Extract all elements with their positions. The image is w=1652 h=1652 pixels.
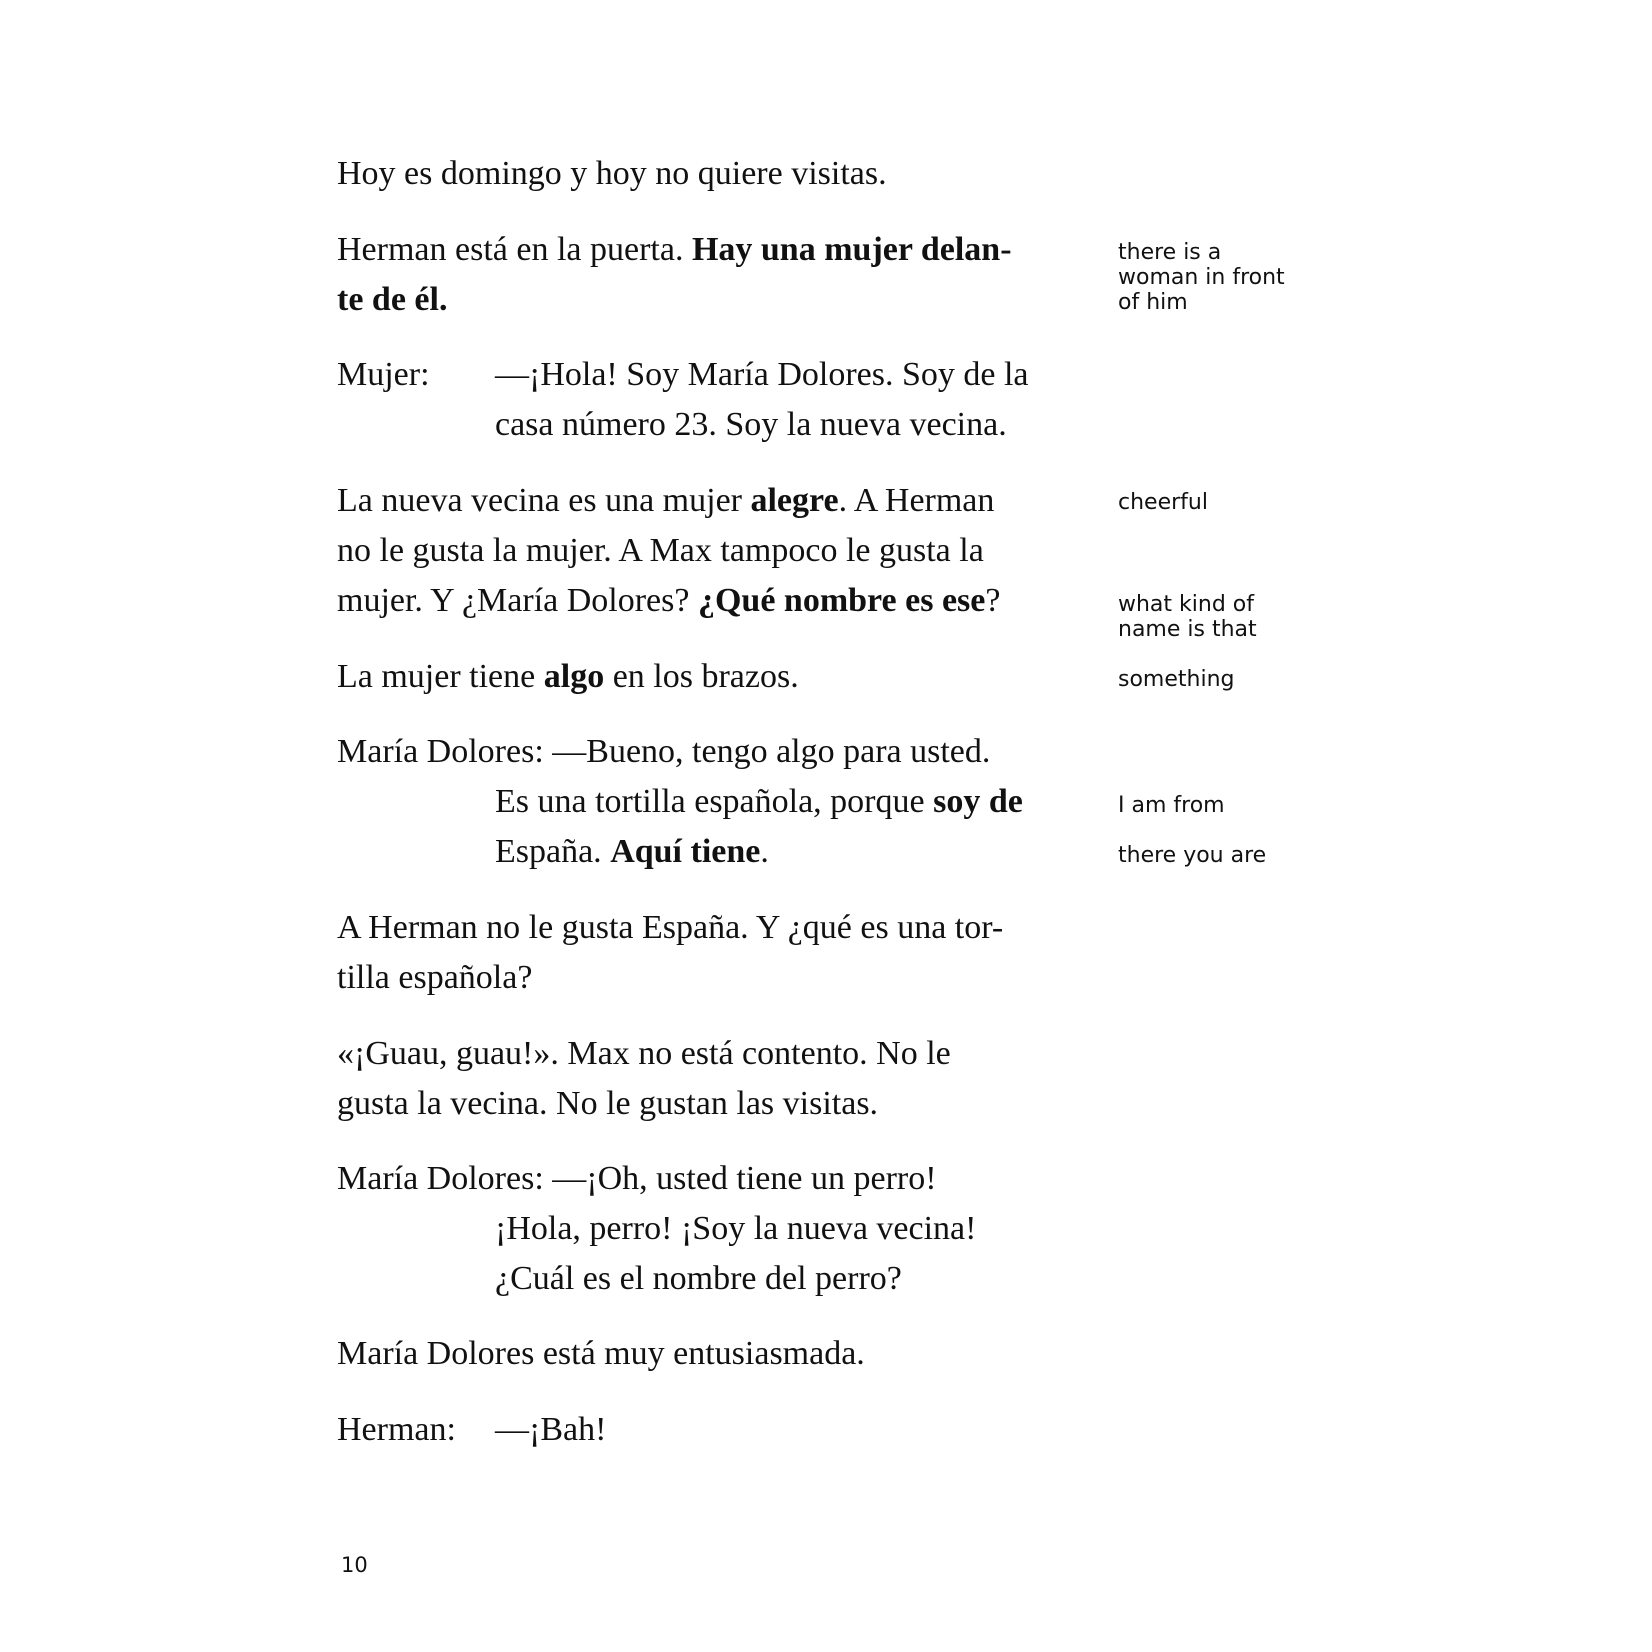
- dialogue-line-2: Es una tortilla española, porque: [495, 783, 934, 820]
- paragraph-4: [337, 476, 1097, 626]
- dialogue-herman-text: [495, 1405, 1255, 1455]
- paragraph-8-line-2: gusta la vecina. No le gustan las visitas.: [337, 1085, 879, 1122]
- gloss-line: I am from: [1118, 793, 1225, 818]
- gloss-i-am-from: [1118, 793, 1348, 818]
- gloss-line: woman in front: [1118, 265, 1285, 290]
- paragraph-5-text: en los brazos.: [604, 658, 799, 695]
- paragraph-4-text: . A Herman: [838, 482, 995, 519]
- dialogue-line-2: casa número 23. Soy la nueva vecina.: [495, 406, 1007, 443]
- speaker-label: Herman:: [337, 1411, 456, 1448]
- paragraph-2-bold-phrase-end: te de él.: [337, 281, 448, 318]
- paragraph-7: [337, 903, 1097, 1003]
- paragraph-4-line-2: no le gusta la mujer. A Max tampoco le gusta la: [337, 532, 984, 569]
- page-number: 10: [341, 1553, 368, 1577]
- dialogue-maria-2: [337, 1154, 1097, 1204]
- dialogue-line-1: —¡Hola! Soy María Dolores. Soy de la: [495, 356, 1029, 393]
- paragraph-2: [337, 225, 1097, 325]
- gloss-line: there is a: [1118, 240, 1222, 265]
- paragraph-10: [337, 1329, 1097, 1379]
- dialogue-line-1: María Dolores: —Bueno, tengo algo para usted.: [337, 733, 991, 770]
- gloss-line: of him: [1118, 290, 1188, 315]
- paragraph-5: [337, 652, 1097, 702]
- paragraph-1-line-1: Hoy es domingo y hoy no quiere visitas.: [337, 155, 887, 192]
- dialogue-mujer-text: [495, 350, 1255, 450]
- dialogue-line-3: ¿Cuál es el nombre del perro?: [495, 1260, 902, 1297]
- bold-word-alegre: alegre: [750, 482, 839, 519]
- paragraph-4-text: La nueva vecina es una mujer: [337, 482, 751, 519]
- bold-word-algo: algo: [543, 658, 605, 695]
- paragraph-8-line-1: «¡Guau, guau!». Max no está contento. No le: [337, 1035, 951, 1072]
- paragraph-1: [337, 149, 1097, 199]
- paragraph-4-line-3: mujer. Y ¿María Dolores?: [337, 582, 698, 619]
- bold-phrase-que-nombre: ¿Qué nombre es ese: [697, 582, 986, 619]
- gloss-line: cheerful: [1118, 490, 1208, 515]
- paragraph-10-line-1: María Dolores está muy entusiasmada.: [337, 1335, 865, 1372]
- speaker-label: Mujer:: [337, 356, 430, 393]
- gloss-cheerful: [1118, 490, 1348, 515]
- dialogue-line-3: España.: [495, 833, 611, 870]
- dialogue-maria-1: [337, 727, 1097, 777]
- dialogue-line-1: María Dolores: —¡Oh, usted tiene un perro!: [337, 1160, 937, 1197]
- gloss-line: what kind of: [1118, 592, 1254, 617]
- dialogue-maria-2-continued: [495, 1204, 1255, 1304]
- paragraph-5-text: La mujer tiene: [337, 658, 544, 695]
- paragraph-4-text: ?: [985, 582, 1001, 619]
- bold-phrase-soy-de: soy de: [933, 783, 1023, 820]
- gloss-what-kind-of-name: [1118, 592, 1348, 642]
- gloss-line: something: [1118, 667, 1235, 692]
- paragraph-2-bold-phrase: Hay una mujer delan-: [691, 231, 1012, 268]
- gloss-line: name is that: [1118, 617, 1257, 642]
- gloss-there-you-are: [1118, 843, 1348, 868]
- paragraph-8: [337, 1029, 1097, 1129]
- dialogue-line-1: —¡Bah!: [495, 1411, 607, 1448]
- dialogue-line-2: ¡Hola, perro! ¡Soy la nueva vecina!: [495, 1210, 977, 1247]
- gloss-there-is-a-woman: [1118, 240, 1348, 315]
- paragraph-7-line-2: tilla española?: [337, 959, 533, 996]
- bold-phrase-aqui-tiene: Aquí tiene: [610, 833, 761, 870]
- paragraph-2-text: Herman está en la puerta.: [337, 231, 692, 268]
- gloss-something: [1118, 667, 1348, 692]
- paragraph-7-line-1: A Herman no le gusta España. Y ¿qué es una tor-: [337, 909, 1004, 946]
- dialogue-line-3-end: .: [760, 833, 769, 870]
- gloss-line: there you are: [1118, 843, 1267, 868]
